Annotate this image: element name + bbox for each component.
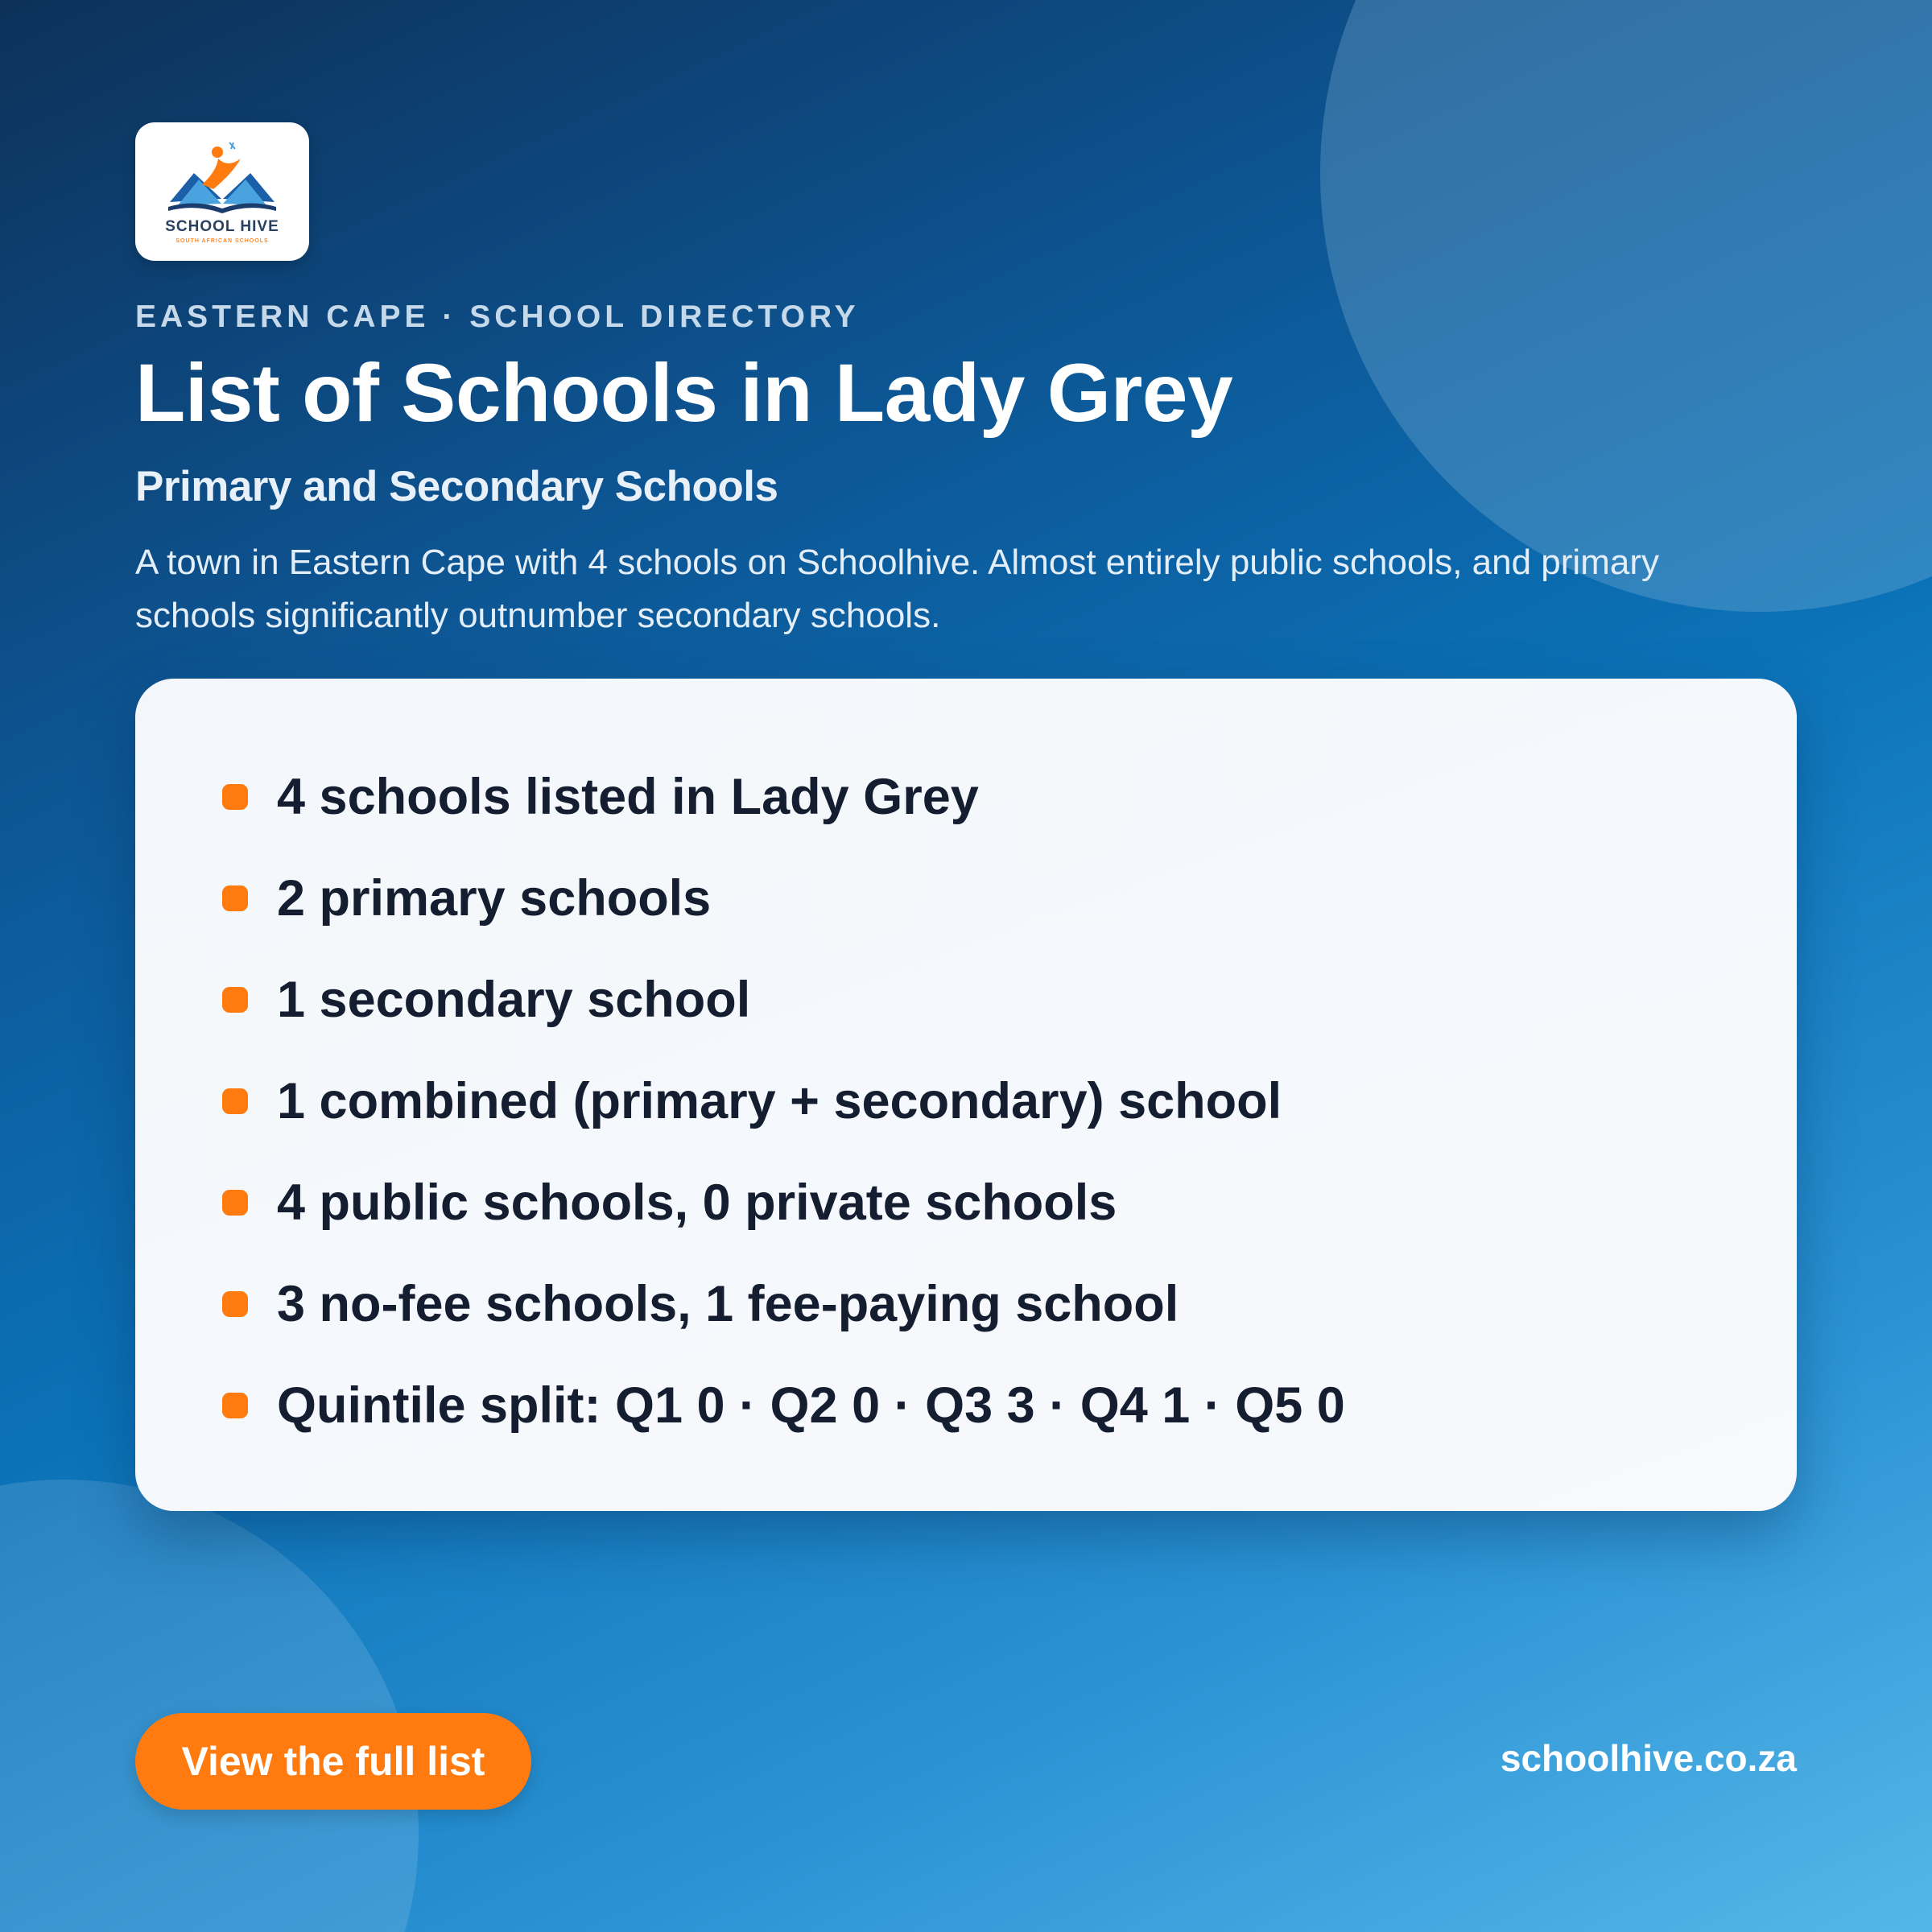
school-hive-logo bbox=[135, 122, 309, 261]
fact-item bbox=[222, 746, 1345, 848]
bullet-icon bbox=[222, 1190, 248, 1216]
view-full-list-button[interactable]: View the full list bbox=[135, 1713, 531, 1810]
bullet-icon bbox=[222, 987, 248, 1013]
fact-item bbox=[222, 1355, 1345, 1456]
fact-item bbox=[222, 1051, 1345, 1152]
fact-text: Quintile split: Q1 0 · Q2 0 · Q3 3 · Q4 1 · Q5 0 bbox=[277, 1377, 1345, 1434]
fact-text: 4 schools listed in Lady Grey bbox=[277, 769, 979, 825]
fact-item bbox=[222, 949, 1345, 1051]
decorative-circle-bottom-left bbox=[0, 1480, 419, 1932]
bullet-icon bbox=[222, 886, 248, 911]
bullet-icon bbox=[222, 1291, 248, 1317]
page-subtitle: Primary and Secondary Schools bbox=[135, 463, 778, 510]
site-link[interactable]: schoolhive.co.za bbox=[1500, 1737, 1797, 1779]
eyebrow-label: EASTERN CAPE · SCHOOL DIRECTORY bbox=[135, 299, 860, 334]
bullet-icon bbox=[222, 1393, 248, 1418]
bullet-icon bbox=[222, 1088, 248, 1114]
logo-tagline: SOUTH AFRICAN SCHOOLS bbox=[175, 238, 269, 244]
fact-text: 1 secondary school bbox=[277, 972, 751, 1028]
fact-text: 4 public schools, 0 private schools bbox=[277, 1174, 1117, 1231]
facts-card bbox=[135, 679, 1797, 1511]
fact-item bbox=[222, 1253, 1345, 1355]
fact-item bbox=[222, 1152, 1345, 1253]
fact-text: 1 combined (primary + secondary) school bbox=[277, 1073, 1282, 1129]
fact-text: 3 no-fee schools, 1 fee-paying school bbox=[277, 1276, 1179, 1332]
facts-list bbox=[222, 746, 1345, 1456]
bullet-icon bbox=[222, 784, 248, 810]
fact-text: 2 primary schools bbox=[277, 870, 712, 927]
page-description: A town in Eastern Cape with 4 schools on Schoolhive. Almost entirely public schools, and primary schools significantly outnumber secondary schools. bbox=[135, 543, 1659, 635]
decorative-circle-top-right bbox=[1320, 0, 1932, 612]
school-hive-logo-mark bbox=[154, 131, 291, 252]
fact-item bbox=[222, 848, 1345, 949]
page-title: List of Schools in Lady Grey bbox=[135, 347, 1233, 439]
logo-name: SCHOOL HIVE bbox=[165, 218, 279, 235]
